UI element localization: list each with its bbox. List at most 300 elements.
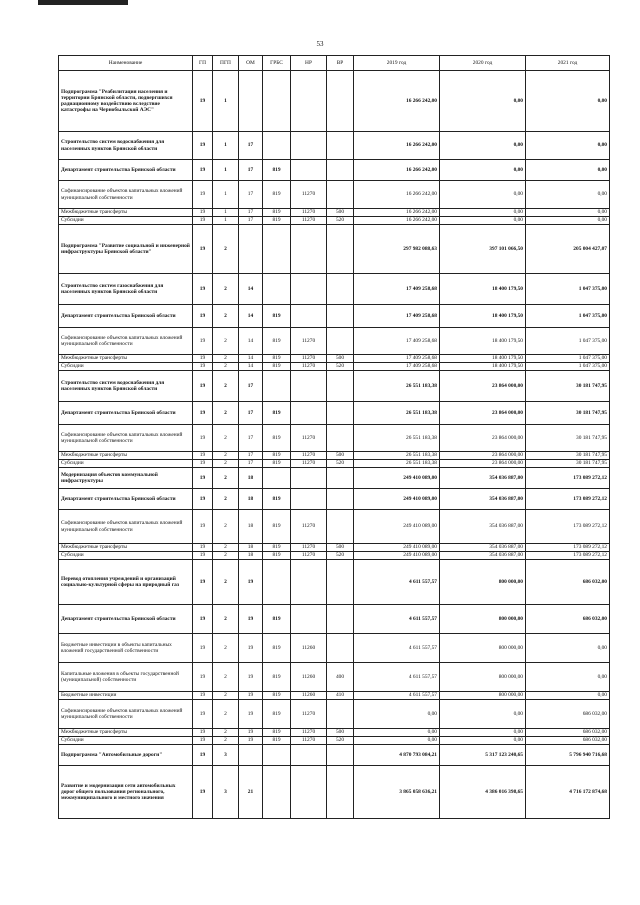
cell-nr — [291, 468, 327, 489]
cell-2021: 0,00 — [526, 160, 610, 181]
table-body — [59, 71, 610, 819]
cell-vr: 520 — [327, 737, 354, 745]
cell-vr — [327, 700, 354, 729]
cell-grbs: 819 — [263, 663, 291, 692]
cell-gp: 19 — [193, 663, 213, 692]
cell-vr — [327, 468, 354, 489]
cell-gp: 19 — [193, 328, 213, 355]
cell-gp: 19 — [193, 425, 213, 452]
cell-om: 14 — [239, 363, 263, 371]
cell-grbs: 819 — [263, 544, 291, 552]
cell-2019: 26 551 183,38 — [354, 425, 440, 452]
cell-2019: 4 611 557,57 — [354, 634, 440, 663]
cell-2019: 249 410 089,00 — [354, 544, 440, 552]
cell-2021: 0,00 — [526, 663, 610, 692]
cell-2020: 0,00 — [440, 160, 526, 181]
cell-2020: 0,00 — [440, 209, 526, 217]
cell-2019: 4 611 557,57 — [354, 560, 440, 605]
cell-2019: 249 410 089,00 — [354, 510, 440, 544]
cell-2021: 30 181 747,95 — [526, 371, 610, 402]
cell-2021: 0,00 — [526, 217, 610, 225]
cell-2019: 0,00 — [354, 729, 440, 737]
cell-2019: 0,00 — [354, 737, 440, 745]
cell-gp: 19 — [193, 363, 213, 371]
cell-name: Строительство систем газоснабжения для населенных пунктов Брянской области — [59, 274, 193, 305]
cell-grbs: 819 — [263, 181, 291, 209]
cell-grbs: 819 — [263, 510, 291, 544]
cell-om: 17 — [239, 425, 263, 452]
cell-2021: 173 089 272,12 — [526, 544, 610, 552]
table-row — [59, 700, 610, 729]
cell-vr — [327, 489, 354, 510]
header-nr: НР — [291, 56, 327, 71]
cell-2021: 686 032,00 — [526, 737, 610, 745]
cell-2020: 23 864 000,00 — [440, 371, 526, 402]
cell-grbs — [263, 745, 291, 766]
cell-2019: 4 870 793 084,21 — [354, 745, 440, 766]
cell-nr: 11260 — [291, 634, 327, 663]
table-row — [59, 132, 610, 160]
cell-om: 17 — [239, 402, 263, 425]
cell-2021: 0,00 — [526, 71, 610, 132]
cell-om: 17 — [239, 209, 263, 217]
cell-gp: 19 — [193, 217, 213, 225]
table-row — [59, 402, 610, 425]
cell-vr — [327, 745, 354, 766]
cell-name: Софинансирование объектов капитальных вложений муниципальной собственности — [59, 425, 193, 452]
cell-nr: 11270 — [291, 425, 327, 452]
cell-2019: 0,00 — [354, 700, 440, 729]
cell-vr — [327, 766, 354, 819]
header-gp: ГП — [193, 56, 213, 71]
header-2021: 2021 год — [526, 56, 610, 71]
cell-2021: 5 796 940 716,68 — [526, 745, 610, 766]
cell-2021: 1 047 375,00 — [526, 355, 610, 363]
cell-2019: 26 551 183,38 — [354, 460, 440, 468]
cell-name: Софинансирование объектов капитальных вложений муниципальной собственности — [59, 328, 193, 355]
cell-nr — [291, 305, 327, 328]
cell-pgp: 2 — [213, 560, 239, 605]
header-pgp: ПГП — [213, 56, 239, 71]
cell-gp: 19 — [193, 605, 213, 634]
cell-2019: 249 410 089,00 — [354, 489, 440, 510]
cell-om: 18 — [239, 552, 263, 560]
cell-pgp: 2 — [213, 363, 239, 371]
cell-nr: 11270 — [291, 355, 327, 363]
table-row — [59, 71, 610, 132]
cell-2020: 23 864 000,00 — [440, 402, 526, 425]
cell-name: Подпрограмма "Автомобильные дороги" — [59, 745, 193, 766]
cell-2019: 3 865 058 636,21 — [354, 766, 440, 819]
table-row — [59, 510, 610, 544]
cell-grbs — [263, 71, 291, 132]
cell-pgp: 2 — [213, 274, 239, 305]
cell-2020: 0,00 — [440, 700, 526, 729]
cell-pgp: 2 — [213, 355, 239, 363]
cell-2020: 0,00 — [440, 132, 526, 160]
cell-grbs: 819 — [263, 363, 291, 371]
cell-name: Бюджетные инвестиции в объекты капитальных вложений государственной собственности — [59, 634, 193, 663]
table-row — [59, 452, 610, 460]
cell-2019: 16 266 242,00 — [354, 181, 440, 209]
cell-2020: 0,00 — [440, 217, 526, 225]
table-row — [59, 560, 610, 605]
cell-name: Субсидии — [59, 737, 193, 745]
cell-2020: 5 317 123 240,65 — [440, 745, 526, 766]
cell-name: Межбюджетные трансферты — [59, 209, 193, 217]
cell-pgp: 2 — [213, 692, 239, 700]
cell-om: 14 — [239, 355, 263, 363]
cell-name: Субсидии — [59, 217, 193, 225]
cell-grbs: 819 — [263, 552, 291, 560]
cell-grbs: 819 — [263, 217, 291, 225]
cell-2021: 0,00 — [526, 634, 610, 663]
cell-pgp: 1 — [213, 209, 239, 217]
cell-vr — [327, 181, 354, 209]
cell-om: 21 — [239, 766, 263, 819]
cell-gp: 19 — [193, 160, 213, 181]
cell-om: 19 — [239, 729, 263, 737]
cell-pgp: 2 — [213, 510, 239, 544]
cell-nr: 11270 — [291, 460, 327, 468]
cell-nr — [291, 132, 327, 160]
cell-om: 14 — [239, 305, 263, 328]
cell-2019: 4 611 557,57 — [354, 663, 440, 692]
cell-nr: 11270 — [291, 217, 327, 225]
cell-2019: 26 551 183,38 — [354, 371, 440, 402]
cell-2020: 397 101 066,50 — [440, 225, 526, 274]
cell-name: Департамент строительства Брянской области — [59, 305, 193, 328]
cell-pgp: 2 — [213, 700, 239, 729]
cell-vr: 500 — [327, 452, 354, 460]
cell-nr: 11270 — [291, 328, 327, 355]
table-header-row — [59, 56, 610, 71]
cell-2019: 297 982 088,63 — [354, 225, 440, 274]
cell-2020: 0,00 — [440, 737, 526, 745]
cell-2021: 0,00 — [526, 181, 610, 209]
cell-vr — [327, 605, 354, 634]
cell-grbs — [263, 274, 291, 305]
cell-name: Субсидии — [59, 460, 193, 468]
cell-2021: 686 032,00 — [526, 700, 610, 729]
cell-gp: 19 — [193, 71, 213, 132]
cell-grbs — [263, 225, 291, 274]
cell-2019: 16 266 242,00 — [354, 71, 440, 132]
cell-2021: 173 089 272,12 — [526, 489, 610, 510]
cell-name: Строительство систем водоснабжения для населенных пунктов Брянской области — [59, 132, 193, 160]
cell-2020: 800 000,00 — [440, 692, 526, 700]
cell-gp: 19 — [193, 552, 213, 560]
cell-2019: 16 266 242,00 — [354, 217, 440, 225]
cell-gp: 19 — [193, 737, 213, 745]
cell-name: Департамент строительства Брянской области — [59, 605, 193, 634]
cell-name: Перевод отопления учреждений и организаций социально-культурной сферы на природный газ — [59, 560, 193, 605]
header-2019: 2019 год — [354, 56, 440, 71]
cell-nr: 11260 — [291, 663, 327, 692]
cell-2020: 800 000,00 — [440, 560, 526, 605]
cell-2020: 18 400 179,50 — [440, 305, 526, 328]
cell-om: 18 — [239, 468, 263, 489]
cell-2021: 0,00 — [526, 209, 610, 217]
cell-grbs — [263, 132, 291, 160]
cell-grbs: 819 — [263, 355, 291, 363]
cell-2021: 686 032,00 — [526, 560, 610, 605]
table-row — [59, 552, 610, 560]
cell-pgp: 2 — [213, 305, 239, 328]
cell-pgp: 2 — [213, 402, 239, 425]
cell-om: 18 — [239, 510, 263, 544]
table-row — [59, 425, 610, 452]
cell-om: 19 — [239, 692, 263, 700]
cell-pgp: 3 — [213, 745, 239, 766]
cell-name: Субсидии — [59, 552, 193, 560]
cell-vr: 520 — [327, 460, 354, 468]
cell-om: 17 — [239, 132, 263, 160]
cell-nr — [291, 605, 327, 634]
cell-2020: 23 864 000,00 — [440, 425, 526, 452]
cell-name: Софинансирование объектов капитальных вложений муниципальной собственности — [59, 181, 193, 209]
cell-nr — [291, 402, 327, 425]
cell-pgp: 2 — [213, 544, 239, 552]
cell-2019: 16 266 242,00 — [354, 209, 440, 217]
cell-grbs: 819 — [263, 209, 291, 217]
cell-2021: 1 047 375,00 — [526, 274, 610, 305]
header-vr: ВР — [327, 56, 354, 71]
cell-om — [239, 71, 263, 132]
cell-om: 17 — [239, 452, 263, 460]
cell-vr: 520 — [327, 217, 354, 225]
cell-nr: 11270 — [291, 510, 327, 544]
table-row — [59, 634, 610, 663]
cell-2020: 18 400 179,50 — [440, 328, 526, 355]
cell-om: 14 — [239, 274, 263, 305]
cell-pgp: 3 — [213, 766, 239, 819]
cell-gp: 19 — [193, 274, 213, 305]
cell-2021: 173 089 272,12 — [526, 510, 610, 544]
cell-2020: 0,00 — [440, 181, 526, 209]
cell-pgp: 2 — [213, 552, 239, 560]
cell-gp: 19 — [193, 209, 213, 217]
cell-gp: 19 — [193, 225, 213, 274]
cell-grbs: 819 — [263, 489, 291, 510]
cell-vr: 500 — [327, 209, 354, 217]
cell-pgp: 2 — [213, 737, 239, 745]
cell-2021: 1 047 375,00 — [526, 363, 610, 371]
cell-2021: 0,00 — [526, 132, 610, 160]
cell-nr: 11270 — [291, 737, 327, 745]
cell-2020: 18 400 179,50 — [440, 363, 526, 371]
cell-nr — [291, 71, 327, 132]
cell-name: Межбюджетные трансферты — [59, 452, 193, 460]
cell-name: Подпрограмма "Развитие социальной и инженерной инфраструктуры Брянской области" — [59, 225, 193, 274]
cell-vr — [327, 305, 354, 328]
cell-2021: 0,00 — [526, 692, 610, 700]
table-row — [59, 181, 610, 209]
table-row — [59, 663, 610, 692]
cell-gp: 19 — [193, 560, 213, 605]
cell-om: 19 — [239, 605, 263, 634]
cell-pgp: 2 — [213, 605, 239, 634]
cell-vr — [327, 425, 354, 452]
cell-vr — [327, 560, 354, 605]
cell-2020: 354 036 887,00 — [440, 489, 526, 510]
cell-grbs: 819 — [263, 328, 291, 355]
cell-name: Капитальные вложения в объекты государственной (муниципальной) собственности — [59, 663, 193, 692]
cell-pgp: 1 — [213, 217, 239, 225]
cell-grbs: 819 — [263, 605, 291, 634]
cell-om: 19 — [239, 700, 263, 729]
cell-om: 17 — [239, 181, 263, 209]
cell-2019: 16 266 242,00 — [354, 160, 440, 181]
cell-gp: 19 — [193, 634, 213, 663]
cell-nr — [291, 160, 327, 181]
table-row — [59, 363, 610, 371]
cell-pgp: 2 — [213, 425, 239, 452]
cell-nr: 11260 — [291, 692, 327, 700]
cell-vr — [327, 160, 354, 181]
cell-om: 19 — [239, 634, 263, 663]
cell-2021: 30 181 747,95 — [526, 402, 610, 425]
cell-2021: 686 032,00 — [526, 729, 610, 737]
cell-2021: 205 004 427,07 — [526, 225, 610, 274]
cell-gp: 19 — [193, 402, 213, 425]
cell-2021: 30 181 747,95 — [526, 425, 610, 452]
cell-nr — [291, 371, 327, 402]
cell-name: Департамент строительства Брянской области — [59, 402, 193, 425]
cell-gp: 19 — [193, 729, 213, 737]
cell-2020: 18 400 179,50 — [440, 274, 526, 305]
table-row — [59, 160, 610, 181]
cell-gp: 19 — [193, 468, 213, 489]
table-row — [59, 766, 610, 819]
cell-gp: 19 — [193, 745, 213, 766]
cell-grbs: 819 — [263, 452, 291, 460]
cell-nr: 11270 — [291, 181, 327, 209]
cell-nr: 11270 — [291, 552, 327, 560]
scan-artifact — [38, 0, 128, 5]
cell-pgp: 2 — [213, 729, 239, 737]
cell-name: Модернизация объектов коммунальной инфраструктуры — [59, 468, 193, 489]
cell-2020: 23 864 000,00 — [440, 452, 526, 460]
cell-vr: 410 — [327, 692, 354, 700]
cell-2021: 30 181 747,95 — [526, 460, 610, 468]
cell-2021: 1 047 375,00 — [526, 328, 610, 355]
cell-name: Софинансирование объектов капитальных вложений муниципальной собственности — [59, 510, 193, 544]
cell-vr: 520 — [327, 552, 354, 560]
cell-nr — [291, 225, 327, 274]
table-row — [59, 692, 610, 700]
cell-gp: 19 — [193, 692, 213, 700]
cell-vr — [327, 634, 354, 663]
cell-gp: 19 — [193, 544, 213, 552]
budget-table — [58, 55, 610, 819]
cell-2020: 354 036 887,00 — [440, 468, 526, 489]
cell-nr — [291, 560, 327, 605]
cell-grbs: 819 — [263, 634, 291, 663]
cell-pgp: 2 — [213, 468, 239, 489]
cell-2019: 17 409 258,68 — [354, 355, 440, 363]
cell-nr: 11270 — [291, 700, 327, 729]
header-2020: 2020 год — [440, 56, 526, 71]
cell-vr: 520 — [327, 363, 354, 371]
cell-2019: 249 410 089,00 — [354, 468, 440, 489]
cell-2020: 354 036 887,00 — [440, 544, 526, 552]
cell-vr — [327, 274, 354, 305]
cell-2020: 0,00 — [440, 71, 526, 132]
cell-2019: 4 611 557,57 — [354, 692, 440, 700]
cell-grbs: 819 — [263, 700, 291, 729]
cell-om: 19 — [239, 737, 263, 745]
cell-2019: 17 409 258,68 — [354, 305, 440, 328]
cell-gp: 19 — [193, 489, 213, 510]
cell-2020: 800 000,00 — [440, 605, 526, 634]
cell-gp: 19 — [193, 181, 213, 209]
cell-2020: 800 000,00 — [440, 634, 526, 663]
cell-2021: 4 716 172 874,68 — [526, 766, 610, 819]
cell-name: Департамент строительства Брянской области — [59, 489, 193, 510]
cell-2021: 686 032,00 — [526, 605, 610, 634]
cell-2020: 23 864 000,00 — [440, 460, 526, 468]
cell-vr — [327, 402, 354, 425]
cell-pgp: 2 — [213, 225, 239, 274]
cell-nr: 11270 — [291, 209, 327, 217]
cell-vr — [327, 225, 354, 274]
cell-grbs — [263, 766, 291, 819]
cell-om: 18 — [239, 544, 263, 552]
cell-2020: 354 036 887,00 — [440, 552, 526, 560]
cell-om: 19 — [239, 560, 263, 605]
header-name: Наименование — [59, 56, 193, 71]
cell-name: Межбюджетные трансферты — [59, 355, 193, 363]
cell-grbs: 819 — [263, 729, 291, 737]
cell-vr — [327, 510, 354, 544]
cell-grbs — [263, 468, 291, 489]
cell-nr — [291, 745, 327, 766]
cell-2020: 4 386 016 398,65 — [440, 766, 526, 819]
cell-vr: 400 — [327, 663, 354, 692]
cell-2019: 4 611 557,57 — [354, 605, 440, 634]
cell-name: Межбюджетные трансферты — [59, 729, 193, 737]
cell-gp: 19 — [193, 305, 213, 328]
cell-om — [239, 745, 263, 766]
cell-2019: 26 551 183,38 — [354, 402, 440, 425]
table-row — [59, 737, 610, 745]
cell-2021: 1 047 375,00 — [526, 305, 610, 328]
page-number: 53 — [316, 40, 324, 48]
cell-grbs: 819 — [263, 305, 291, 328]
cell-grbs: 819 — [263, 402, 291, 425]
cell-gp: 19 — [193, 510, 213, 544]
cell-om: 17 — [239, 217, 263, 225]
table-row — [59, 489, 610, 510]
cell-gp: 19 — [193, 452, 213, 460]
cell-pgp: 1 — [213, 160, 239, 181]
cell-name: Межбюджетные трансферты — [59, 544, 193, 552]
cell-grbs: 819 — [263, 460, 291, 468]
cell-vr — [327, 132, 354, 160]
cell-pgp: 2 — [213, 634, 239, 663]
cell-pgp: 1 — [213, 71, 239, 132]
cell-pgp: 1 — [213, 132, 239, 160]
cell-nr: 11270 — [291, 544, 327, 552]
table-row — [59, 209, 610, 217]
cell-grbs: 819 — [263, 160, 291, 181]
cell-pgp: 2 — [213, 452, 239, 460]
table-row — [59, 544, 610, 552]
cell-nr — [291, 766, 327, 819]
cell-2020: 354 036 887,00 — [440, 510, 526, 544]
cell-pgp: 2 — [213, 489, 239, 510]
